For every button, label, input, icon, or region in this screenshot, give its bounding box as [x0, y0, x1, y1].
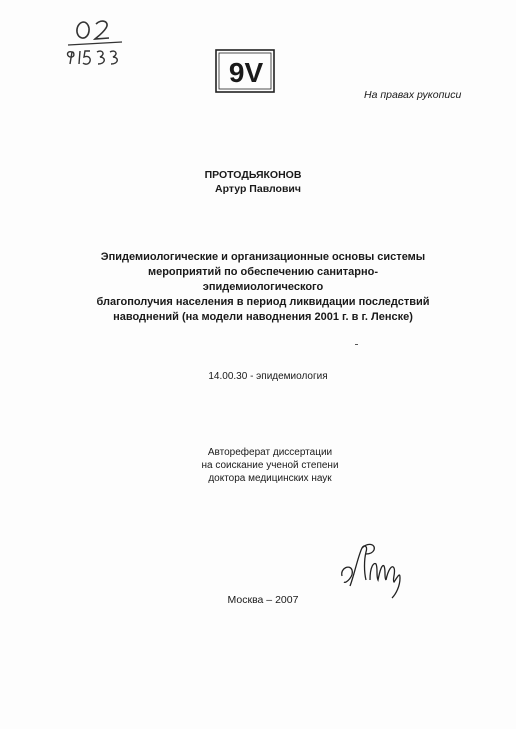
- author-block: [0, 168, 516, 196]
- author-surname: ПРОТОДЬЯКОНОВ: [204, 169, 302, 181]
- thesis-title-line: благополучия населения в период ликвидации последствий: [96, 296, 430, 308]
- thesis-title-line: Эпидемиологические и организационные основы системы: [100, 251, 426, 263]
- degree-line: доктора медицинских наук: [208, 473, 332, 484]
- rights-note: На правах рукописи: [364, 89, 462, 101]
- specialty-code: 14.00.30 - эпидемиология: [208, 371, 328, 382]
- stamp-text: 9V: [228, 57, 264, 88]
- author-given-names: Артур Павлович: [215, 183, 301, 195]
- degree-block: [0, 446, 516, 485]
- city-year: Москва – 2007: [227, 594, 299, 606]
- handwritten-signature: [338, 536, 404, 600]
- thesis-title-line: наводнений (на модели наводнения 2001 г. в г. Ленске): [113, 311, 413, 323]
- handwritten-catalog-note: [62, 8, 142, 68]
- thesis-title-line: мероприятий по обеспечению санитарно-эпидемиологического: [147, 266, 379, 293]
- scan-speck: [355, 344, 358, 345]
- thesis-title: [90, 250, 436, 325]
- degree-line: Автореферат диссертации: [207, 447, 333, 458]
- degree-line: на соискание ученой степени: [201, 460, 339, 471]
- library-stamp: [214, 48, 278, 94]
